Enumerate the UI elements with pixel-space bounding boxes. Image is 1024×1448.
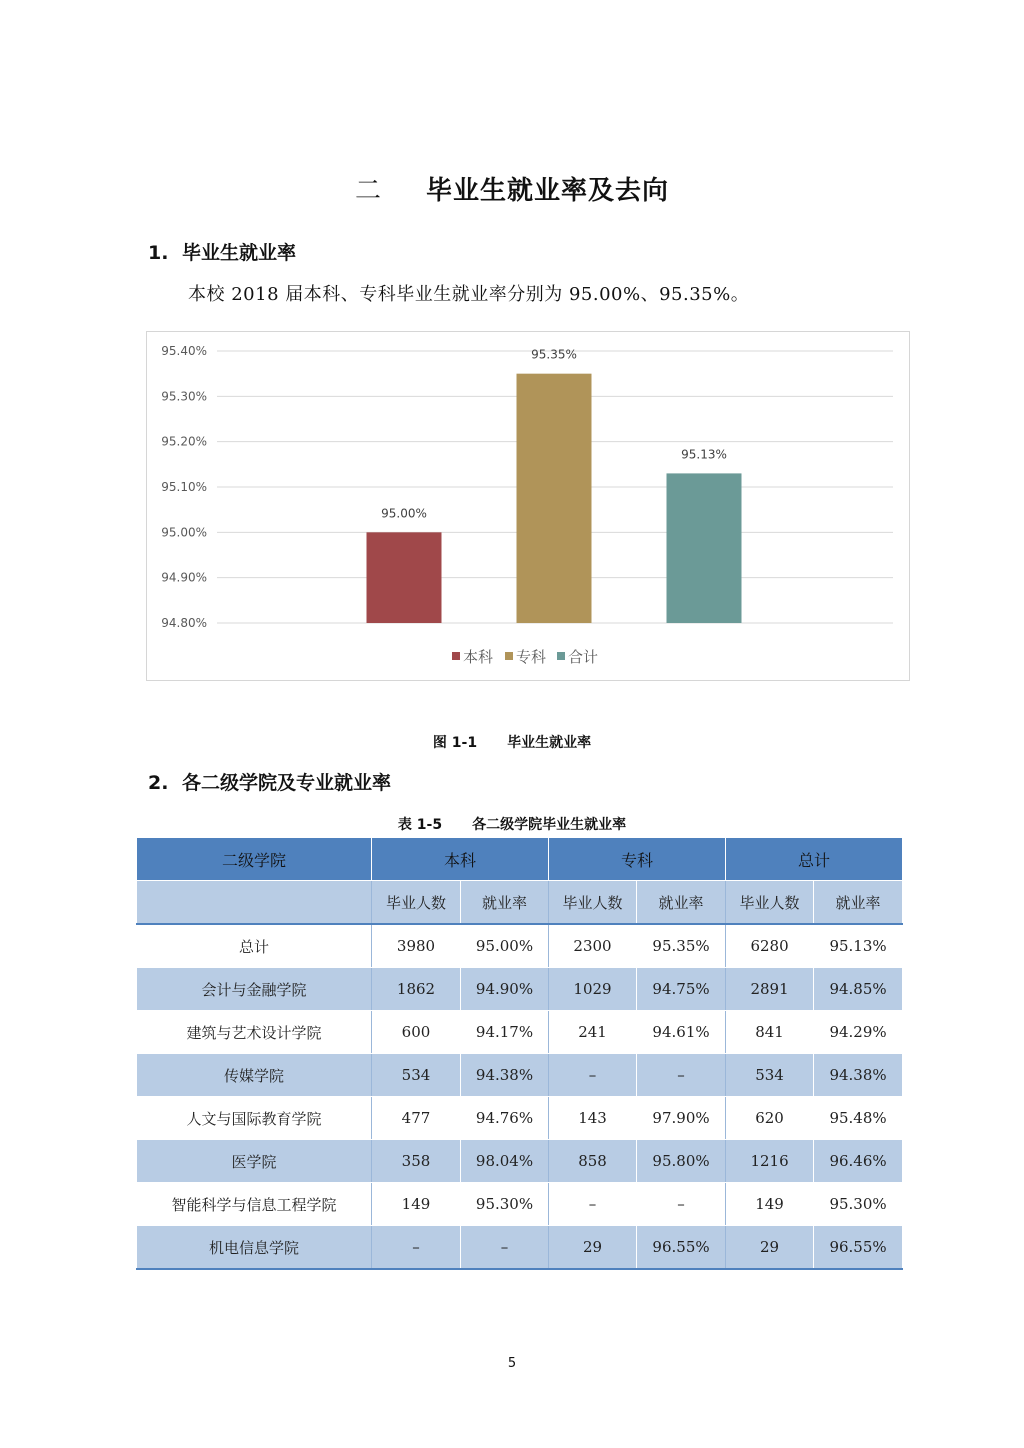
- data-label: 95.13%: [681, 447, 727, 462]
- section-2-title: 各二级学院及专业就业率: [182, 772, 392, 794]
- college-name-cell: 智能科学与信息工程学院: [137, 1183, 372, 1226]
- value-cell: 29: [726, 1226, 814, 1270]
- value-cell: 94.85%: [814, 968, 903, 1011]
- value-cell: 534: [726, 1054, 814, 1097]
- college-employment-table: [136, 837, 903, 1270]
- subheader-cell: 毕业人数: [372, 881, 461, 925]
- value-cell: 96.55%: [814, 1226, 903, 1270]
- value-cell: 2300: [549, 924, 637, 968]
- value-cell: 29: [549, 1226, 637, 1270]
- y-tick-label: 95.30%: [161, 389, 207, 404]
- value-cell: 2891: [726, 968, 814, 1011]
- value-cell: –: [637, 1054, 726, 1097]
- value-cell: 94.61%: [637, 1011, 726, 1054]
- table-caption-text: 各二级学院毕业生就业率: [472, 817, 627, 833]
- figure-caption: [0, 732, 1024, 752]
- y-tick-label: 95.10%: [161, 480, 207, 494]
- value-cell: 98.04%: [461, 1140, 549, 1183]
- value-cell: 96.55%: [637, 1226, 726, 1270]
- value-cell: 97.90%: [637, 1097, 726, 1140]
- value-cell: –: [549, 1054, 637, 1097]
- value-cell: 149: [726, 1183, 814, 1226]
- value-cell: 94.75%: [637, 968, 726, 1011]
- table-subheader-row: [137, 881, 903, 925]
- page-number: 5: [507, 1356, 517, 1371]
- subheader-cell: 毕业人数: [549, 881, 637, 925]
- value-cell: 96.46%: [814, 1140, 903, 1183]
- y-tick-label: 94.90%: [161, 570, 207, 585]
- table-row: [137, 1140, 903, 1183]
- subheader-cell: 毕业人数: [726, 881, 814, 925]
- value-cell: 94.38%: [814, 1054, 903, 1097]
- bar-专科: [517, 374, 592, 623]
- value-cell: 95.30%: [814, 1183, 903, 1226]
- college-name-cell: 会计与金融学院: [137, 968, 372, 1011]
- value-cell: 94.29%: [814, 1011, 903, 1054]
- section-1-heading: [148, 238, 296, 265]
- section-1-number: 1.: [148, 242, 169, 264]
- section-2-number: 2.: [148, 772, 169, 794]
- value-cell: 95.13%: [814, 924, 903, 968]
- legend-swatch: [557, 652, 565, 660]
- value-cell: 1862: [372, 968, 461, 1011]
- y-tick-label: 95.20%: [161, 434, 207, 449]
- value-cell: 600: [372, 1011, 461, 1054]
- employment-rate-chart: [146, 331, 910, 681]
- legend-swatch: [452, 652, 460, 660]
- value-cell: 149: [372, 1183, 461, 1226]
- header-total: 总计: [726, 838, 903, 881]
- y-tick-label: 95.00%: [161, 525, 207, 540]
- header-zk: 专科: [549, 838, 726, 881]
- legend-label: 合计: [568, 648, 599, 666]
- value-cell: –: [461, 1226, 549, 1270]
- value-cell: 534: [372, 1054, 461, 1097]
- legend-swatch: [505, 652, 513, 660]
- subheader-cell: 就业率: [814, 881, 903, 925]
- value-cell: 94.17%: [461, 1011, 549, 1054]
- y-tick-label: 94.80%: [161, 616, 207, 630]
- section-1-title: 毕业生就业率: [182, 242, 297, 264]
- table-row: [137, 1054, 903, 1097]
- value-cell: 6280: [726, 924, 814, 968]
- table-row: [137, 1183, 903, 1226]
- bar-合计: [667, 473, 742, 623]
- data-label: 95.35%: [531, 347, 577, 362]
- college-name-cell: 建筑与艺术设计学院: [137, 1011, 372, 1054]
- chart-svg: [147, 332, 911, 682]
- section-2-heading: [148, 768, 391, 795]
- value-cell: 95.35%: [637, 924, 726, 968]
- college-name-cell: 人文与国际教育学院: [137, 1097, 372, 1140]
- value-cell: 358: [372, 1140, 461, 1183]
- y-tick-label: 95.40%: [161, 344, 207, 358]
- value-cell: 95.80%: [637, 1140, 726, 1183]
- table-header-row: [137, 838, 903, 881]
- legend-label: 专科: [516, 648, 547, 666]
- value-cell: 3980: [372, 924, 461, 968]
- legend-label: 本科: [463, 648, 494, 666]
- header-bk: 本科: [372, 838, 549, 881]
- table-caption: [0, 814, 1024, 834]
- value-cell: 620: [726, 1097, 814, 1140]
- value-cell: 241: [549, 1011, 637, 1054]
- chapter-title: [0, 170, 1024, 207]
- data-label: 95.00%: [381, 506, 427, 521]
- table-row: [137, 1011, 903, 1054]
- subheader-empty: [137, 881, 372, 925]
- subheader-cell: 就业率: [637, 881, 726, 925]
- table-caption-label: 表 1-5: [397, 817, 443, 833]
- chapter-number: 二: [354, 176, 382, 206]
- intro-paragraph: 本校 2018 届本科、专科毕业生就业率分别为 95.00%、95.35%。: [188, 284, 750, 305]
- value-cell: –: [637, 1183, 726, 1226]
- table-row: [137, 1097, 903, 1140]
- value-cell: 858: [549, 1140, 637, 1183]
- college-name-cell: 传媒学院: [137, 1054, 372, 1097]
- figure-caption-text: 毕业生就业率: [507, 735, 592, 751]
- value-cell: 95.00%: [461, 924, 549, 968]
- value-cell: –: [549, 1183, 637, 1226]
- value-cell: 95.48%: [814, 1097, 903, 1140]
- chapter-title-text: 毕业生就业率及去向: [426, 176, 670, 206]
- value-cell: 94.90%: [461, 968, 549, 1011]
- college-name-cell: 医学院: [137, 1140, 372, 1183]
- value-cell: 477: [372, 1097, 461, 1140]
- value-cell: –: [372, 1226, 461, 1270]
- value-cell: 143: [549, 1097, 637, 1140]
- table-body: [137, 924, 903, 1269]
- bar-本科: [367, 532, 442, 623]
- table-row: [137, 1226, 903, 1270]
- value-cell: 1029: [549, 968, 637, 1011]
- table-row: [137, 968, 903, 1011]
- college-name-cell: 总计: [137, 924, 372, 968]
- header-college: 二级学院: [137, 838, 372, 881]
- subheader-cell: 就业率: [461, 881, 549, 925]
- figure-caption-label: 图 1-1: [432, 735, 478, 751]
- value-cell: 94.38%: [461, 1054, 549, 1097]
- college-name-cell: 机电信息学院: [137, 1226, 372, 1270]
- table-row: [137, 924, 903, 968]
- value-cell: 841: [726, 1011, 814, 1054]
- value-cell: 1216: [726, 1140, 814, 1183]
- value-cell: 95.30%: [461, 1183, 549, 1226]
- value-cell: 94.76%: [461, 1097, 549, 1140]
